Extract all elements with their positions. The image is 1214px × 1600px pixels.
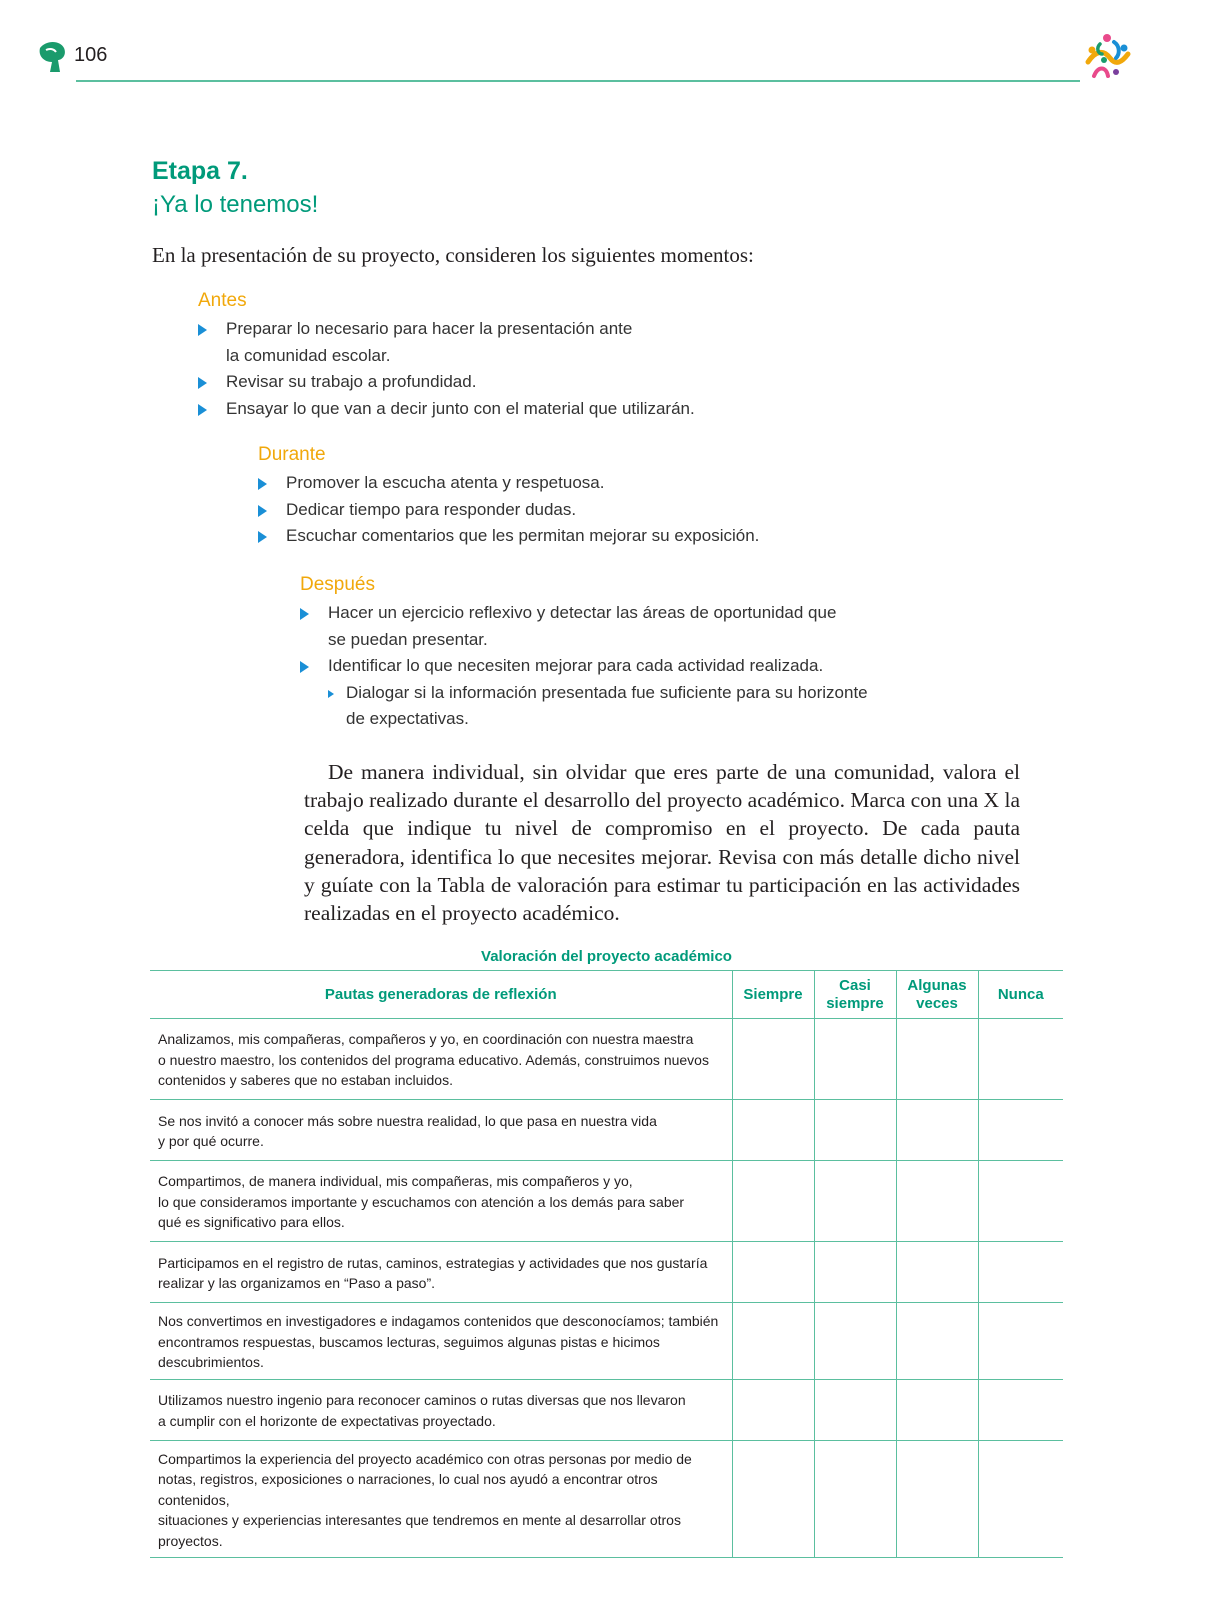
section-durante	[258, 444, 759, 550]
pauta-cell: Utilizamos nuestro ingenio para reconocer caminos o rutas diversas que nos llevaron a cumplir con el horizonte de expectativas proyectado.	[150, 1379, 732, 1440]
section-despues	[300, 574, 868, 733]
mark-cell-nunca[interactable]	[978, 1440, 1063, 1558]
section-heading-despues: Después	[300, 574, 375, 595]
mark-cell-algunas-veces[interactable]	[896, 1019, 978, 1100]
table-header-row	[150, 971, 1063, 1019]
sub-list-item: Dialogar si la información presentada fue suficiente para su horizonte de expectativas.	[328, 680, 868, 733]
bullet-arrow-icon	[198, 324, 207, 336]
leaf-logo-icon	[36, 40, 68, 74]
mark-cell-siempre[interactable]	[732, 1242, 814, 1303]
antes-list	[198, 316, 695, 422]
durante-list	[258, 470, 759, 550]
stage-title: Etapa 7.	[152, 157, 248, 185]
pauta-cell: Compartimos la experiencia del proyecto académico con otras personas por medio de notas, registros, exposiciones o narraciones, lo cual nos ayudó a encontrar otros contenidos, situaciones y experiencias interesantes que tendremos en mente al desarrollar otros proyectos.	[150, 1440, 732, 1558]
mark-cell-casi-siempre[interactable]	[814, 1303, 896, 1380]
mark-cell-nunca[interactable]	[978, 1242, 1063, 1303]
despues-sublist	[328, 680, 868, 733]
mark-cell-casi-siempre[interactable]	[814, 1100, 896, 1161]
list-item: Ensayar lo que van a decir junto con el material que utilizarán.	[198, 396, 695, 423]
bullet-arrow-icon	[300, 661, 309, 673]
list-item: Revisar su trabajo a profundidad.	[198, 369, 695, 396]
bullet-arrow-icon	[258, 505, 267, 517]
pauta-cell: Se nos invitó a conocer más sobre nuestra realidad, lo que pasa en nuestra vida y por qué ocurre.	[150, 1100, 732, 1161]
list-item: Escuchar comentarios que les permitan mejorar su exposición.	[258, 523, 759, 550]
col-header-nunca: Nunca	[978, 971, 1063, 1019]
col-header-casi-siempre: Casi siempre	[814, 971, 896, 1019]
mark-cell-casi-siempre[interactable]	[814, 1019, 896, 1100]
mark-cell-nunca[interactable]	[978, 1100, 1063, 1161]
mark-cell-nunca[interactable]	[978, 1303, 1063, 1380]
mark-cell-casi-siempre[interactable]	[814, 1379, 896, 1440]
pauta-cell: Nos convertimos en investigadores e indagamos contenidos que desconocíamos; también encontramos respuestas, buscamos lecturas, seguimos algunas pistas e hicimos descubrimientos.	[150, 1303, 732, 1380]
bullet-arrow-icon	[258, 531, 267, 543]
mark-cell-algunas-veces[interactable]	[896, 1303, 978, 1380]
section-antes	[198, 290, 695, 422]
mark-cell-casi-siempre[interactable]	[814, 1242, 896, 1303]
mark-cell-algunas-veces[interactable]	[896, 1100, 978, 1161]
mark-cell-algunas-veces[interactable]	[896, 1161, 978, 1242]
table-row	[150, 1242, 1063, 1303]
mark-cell-algunas-veces[interactable]	[896, 1379, 978, 1440]
pauta-cell: Analizamos, mis compañeras, compañeros y yo, en coordinación con nuestra maestra o nuestro maestro, los contenidos del programa educativo. Además, construimos nuevos contenidos y saberes que no estaban incluidos.	[150, 1019, 732, 1100]
stage-subtitle: ¡Ya lo tenemos!	[152, 191, 319, 218]
mark-cell-siempre[interactable]	[732, 1019, 814, 1100]
mark-cell-siempre[interactable]	[732, 1379, 814, 1440]
col-header-algunas-veces: Algunas veces	[896, 971, 978, 1019]
list-item: Preparar lo necesario para hacer la presentación ante la comunidad escolar.	[198, 316, 695, 369]
mark-cell-nunca[interactable]	[978, 1379, 1063, 1440]
pauta-cell: Compartimos, de manera individual, mis compañeras, mis compañeros y yo, lo que consideramos importante y escuchamos con atención a los demás para saber qué es significativo para ellos.	[150, 1161, 732, 1242]
table-row	[150, 1303, 1063, 1380]
mark-cell-algunas-veces[interactable]	[896, 1440, 978, 1558]
list-item: Hacer un ejercicio reflexivo y detectar las áreas de oportunidad que se puedan presentar.	[300, 600, 868, 653]
list-item: Promover la escucha atenta y respetuosa.	[258, 470, 759, 497]
mark-cell-siempre[interactable]	[732, 1161, 814, 1242]
bullet-arrow-icon	[300, 608, 309, 620]
header-divider	[76, 80, 1080, 82]
col-header-pautas: Pautas generadoras de reflexión	[150, 971, 732, 1019]
mark-cell-casi-siempre[interactable]	[814, 1161, 896, 1242]
page-number: 106	[74, 44, 108, 66]
table-row	[150, 1100, 1063, 1161]
evaluation-table	[150, 970, 1063, 1558]
table-row	[150, 1440, 1063, 1558]
section-heading-antes: Antes	[198, 290, 247, 311]
despues-list	[300, 600, 868, 733]
table-row	[150, 1019, 1063, 1100]
table-row	[150, 1161, 1063, 1242]
mark-cell-nunca[interactable]	[978, 1019, 1063, 1100]
bullet-arrow-icon	[198, 404, 207, 416]
pauta-cell: Participamos en el registro de rutas, caminos, estrategias y actividades que nos gustaría realizar y las organizamos en “Paso a paso”.	[150, 1242, 732, 1303]
mark-cell-siempre[interactable]	[732, 1440, 814, 1558]
col-header-siempre: Siempre	[732, 971, 814, 1019]
sub-bullet-arrow-icon	[328, 690, 334, 698]
instructions-paragraph: De manera individual, sin olvidar que eres parte de una comunidad, valora el trabajo realizado durante el desarrollo del proyecto académico. Marca con una X la celda que indique tu nivel de compromiso en el proyecto. De cada pauta generadora, identifica lo que necesites mejorar. Revisa con más detalle dicho nivel y guíate con la Tabla de valoración para estimar tu participación en las actividades realizadas en el proyecto académico.	[304, 760, 1020, 926]
community-logo-icon	[1080, 32, 1134, 86]
intro-text: En la presentación de su proyecto, consideren los siguientes momentos:	[152, 243, 754, 267]
section-heading-durante: Durante	[258, 444, 326, 465]
table-row	[150, 1379, 1063, 1440]
bullet-arrow-icon	[198, 377, 207, 389]
page-header	[36, 38, 1136, 88]
list-item: Dedicar tiempo para responder dudas.	[258, 497, 759, 524]
mark-cell-casi-siempre[interactable]	[814, 1440, 896, 1558]
mark-cell-algunas-veces[interactable]	[896, 1242, 978, 1303]
mark-cell-siempre[interactable]	[732, 1100, 814, 1161]
mark-cell-nunca[interactable]	[978, 1161, 1063, 1242]
list-item: Identificar lo que necesiten mejorar para cada actividad realizada. Dialogar si la información presentada fue suficiente para su horizonte de expectativas.	[300, 653, 868, 733]
mark-cell-siempre[interactable]	[732, 1303, 814, 1380]
bullet-arrow-icon	[258, 478, 267, 490]
table-caption: Valoración del proyecto académico	[481, 948, 732, 965]
